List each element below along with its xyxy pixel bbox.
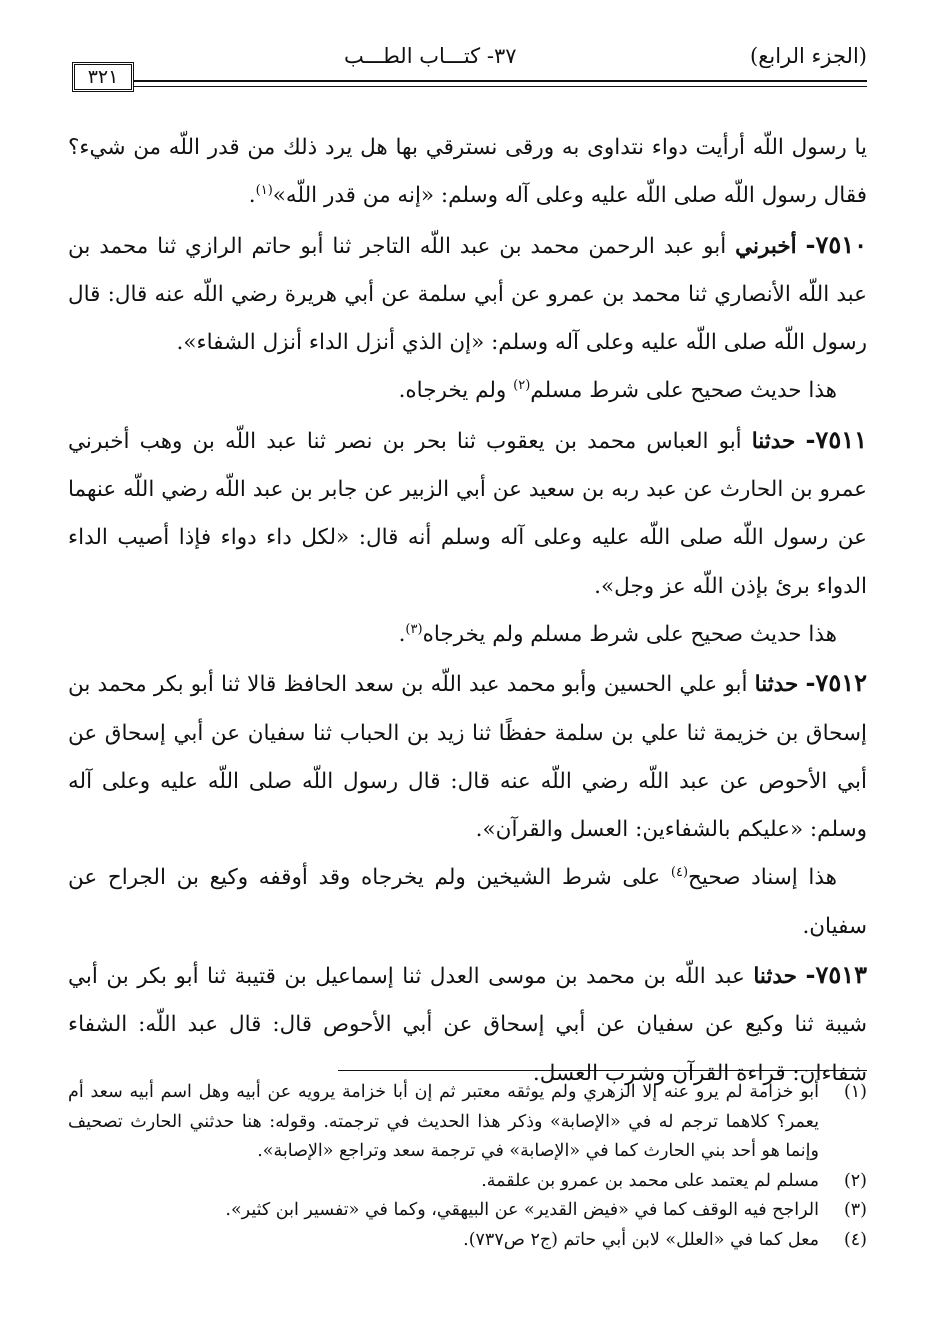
page-number: ٣٢١ [72, 62, 134, 92]
footnote-mark: (٤) [843, 1229, 867, 1250]
footnote [68, 1226, 867, 1256]
footnote-ref[interactable]: (٢) [513, 378, 531, 394]
hadith-number: ٧٥١١- [805, 424, 867, 454]
paragraph-text: أبو علي الحسين وأبو محمد عبد اللّه بن سعد الحافظ قالا ثنا أبو بكر محمد بن إسحاق بن خزيمة ثنا علي بن سلمة حفظًا ثنا زيد بن الحباب ثنا سفيان عن أبي إسحاق عن أبي الأحوص عن عبد اللّه رضي اللّه عنه قال: قال رسول اللّه صلى اللّه عليه وعلى آله وسلم: «عليكم بالشفاءين: العسل والقرآن». [68, 672, 867, 843]
grading-note [68, 611, 867, 659]
footnote-ref[interactable]: (١) [255, 183, 273, 199]
grading-note [68, 854, 867, 951]
paragraph-text: عبد اللّه بن محمد بن موسى العدل ثنا إسماعيل بن قتيبة ثنا أبو بكر بن أبي شيبة ثنا وكيع عن سفيان عن أبي إسحاق عن أبي الأحوص قال: قال عبد اللّه: الشفاء شفاءان: قراءة القرآن وشرب العسل. [68, 964, 867, 1086]
paragraph-text: هذا حديث صحيح على شرط مسلم ولم يخرجاه [422, 621, 837, 647]
narration-keyword: حدثنا [751, 428, 796, 454]
book-title: ٣٧- كتـــاب الطـــب [344, 44, 517, 68]
paragraph-tail: ولم يخرجاه. [398, 378, 514, 404]
hadith-entry [68, 659, 867, 854]
narration-keyword: حدثنا [754, 672, 799, 698]
footnote-mark: (٣) [843, 1200, 867, 1220]
hadith-number: ٧٥١٢- [805, 668, 867, 698]
narration-keyword: حدثنا [753, 964, 797, 990]
footnote-text: أبو خزامة لم يرو عنه إلا الزهري ولم يوثقه معتبر ثم إن أبا خزامة يرويه عن أبيه وهل اسم أبيه سعد أم يعمر؟ كلاهما ترجم له في «الإصابة» وذكر هذا الحديث في ترجمته. وقوله: هنا حدثني الحارث تصحيف وإنما هو أحد بني الحارث كما في «الإصابة» في ترجمة سعد وتراجع «الإصابة». [68, 1082, 819, 1161]
paragraph-tail: . [398, 621, 406, 647]
hadith-entry [68, 221, 867, 368]
hadith-entry [68, 416, 867, 611]
footnote-ref[interactable]: (٣) [405, 621, 423, 637]
paragraph-tail: على شرط الشيخين ولم يخرجاه وقد أوقفه وكيع بن الجراح عن سفيان. [68, 865, 867, 939]
paragraph-text: أبو عبد الرحمن محمد بن عبد اللّه التاجر ثنا أبو حاتم الرازي ثنا محمد بن عبد اللّه الأنصاري ثنا محمد بن عمرو عن أبي سلمة عن أبي هريرة رضي اللّه عنه قال: قال رسول اللّه صلى اللّه عليه وعلى آله وسلم: «إن الذي أنزل الداء أنزل الشفاء». [68, 233, 867, 356]
footnote [68, 1078, 867, 1167]
hadith-number: ٧٥١٠- [805, 229, 867, 259]
footnote-mark: (٢) [843, 1170, 867, 1191]
narration-keyword: أخبرني [735, 233, 797, 259]
header-rule [134, 80, 867, 82]
hadith-entry [68, 951, 867, 1098]
paragraph-tail: . [248, 183, 256, 209]
grading-note [68, 367, 867, 415]
hadith-number: ٧٥١٣- [805, 960, 867, 990]
paragraph [68, 124, 867, 221]
paragraph-text: هذا إسناد صحيح [688, 865, 837, 891]
footnote-text: الراجح فيه الوقف كما في «فيض القدير» عن البيهقي، وكما في «تفسير ابن كثير». [225, 1200, 819, 1220]
footnote [68, 1167, 867, 1197]
footnote-separator [338, 1070, 867, 1071]
footnote-mark: (١) [843, 1082, 867, 1102]
main-text [68, 124, 867, 1098]
paragraph-text: هذا حديث صحيح على شرط مسلم [530, 378, 837, 404]
header-rule-thin [134, 86, 867, 87]
paragraph-text: أبو العباس محمد بن يعقوب ثنا بحر بن نصر ثنا عبد اللّه بن وهب أخبرني عمرو بن الحارث عن عبد ربه بن سعيد عن أبي الزبير عن جابر بن عبد اللّه رضي اللّه عنهما عن رسول اللّه صلى اللّه عليه وعلى آله وسلم أنه قال: «لكل داء دواء فإذا أصيب الداء الدواء برئ بإذن اللّه عز وجل». [68, 428, 867, 599]
footnote-ref[interactable]: (٤) [670, 865, 689, 881]
volume-title: (الجزء الرابع) [750, 44, 867, 68]
footnotes [68, 1078, 867, 1255]
footnote-text: مسلم لم يعتمد على محمد بن عمرو بن علقمة. [481, 1170, 819, 1191]
footnote [68, 1196, 867, 1226]
paragraph-text: يا رسول اللّه أرأيت دواء نتداوى به ورقى نسترقي بها هل يرد ذلك من قدر اللّه من شيء؟ فقال رسول اللّه صلى اللّه عليه وعلى آله وسلم: «إنه من قدر اللّه» [68, 135, 867, 209]
footnote-text: معل كما في «العلل» لابن أبي حاتم (ج٢ ص٧٣٧). [463, 1229, 819, 1250]
